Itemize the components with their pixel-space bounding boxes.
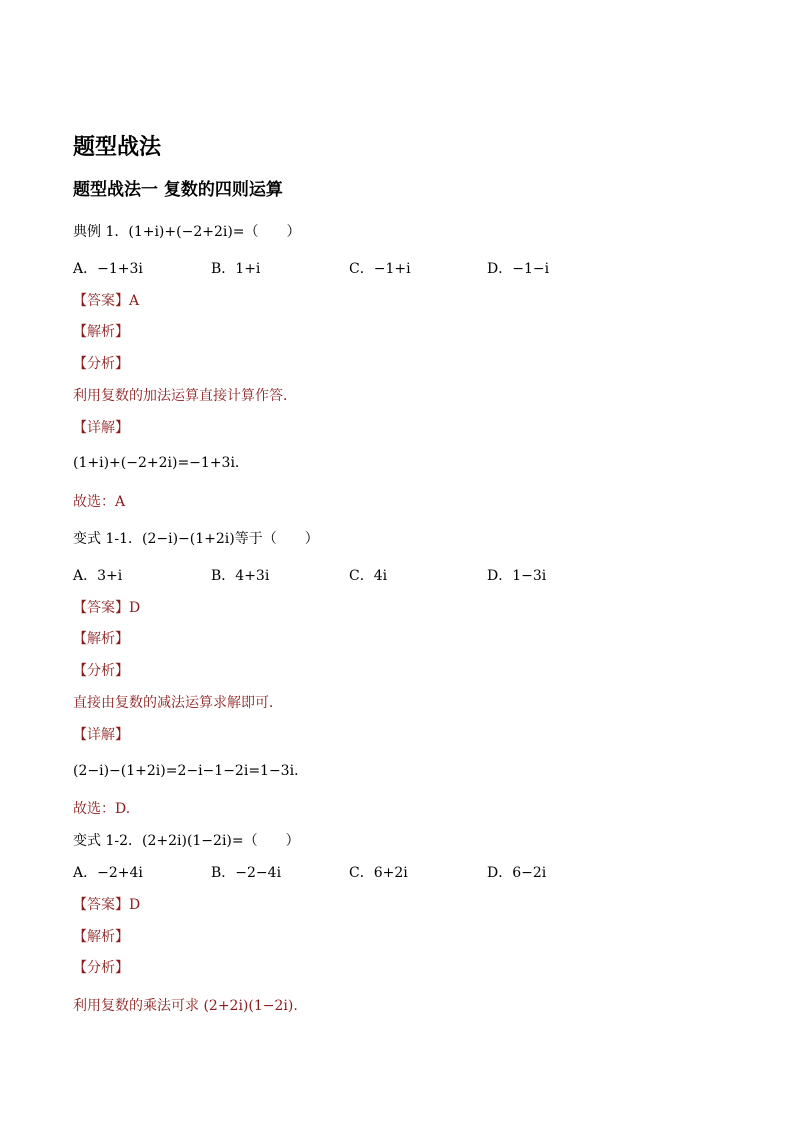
problem-1-detail-tag: 【详解】 — [73, 420, 129, 436]
problem-2-answer — [73, 598, 140, 618]
problem-2-option-c: C．4i — [349, 568, 388, 584]
problem-2-fenxi-tag: 【分析】 — [73, 663, 129, 679]
answer-tag: 【答案】 — [73, 600, 129, 616]
problem-3-fenxi-text: 利用复数的乘法可求 (2+2i)(1−2i). — [73, 998, 298, 1014]
problem-1-option-d: D．−1−i — [487, 261, 550, 277]
problem-3-option-a: A．−2+4i — [73, 865, 143, 881]
problem-1-option-b: B．1+i — [211, 261, 261, 277]
problem-3-option-d: D．6−2i — [487, 865, 547, 881]
problem-1-option-a: A．−1+3i — [73, 261, 143, 277]
answer-value: A — [129, 293, 140, 309]
problem-2-option-a: A．3+i — [73, 568, 123, 584]
problem-1-option-c: C．−1+i — [349, 261, 411, 277]
page-title: 题型战法 — [73, 135, 162, 160]
problem-1-analysis-tag: 【解析】 — [73, 324, 129, 340]
problem-3-fenxi-tag: 【分析】 — [73, 960, 129, 976]
problem-3-analysis-tag: 【解析】 — [73, 929, 129, 945]
problem-2-detail-text: (2−i)−(1+2i)=2−i−1−2i=1−3i． — [73, 763, 309, 779]
problem-1-fenxi-text: 利用复数的加法运算直接计算作答． — [73, 388, 297, 404]
problem-1-answer — [73, 291, 139, 311]
problem-1-stem: 典例 1．(1+i)+(−2+2i)=（ ） — [73, 224, 301, 240]
problem-1-detail-text: (1+i)+(−2+2i)=−1+3i． — [73, 455, 249, 471]
section-heading: 题型战法一 复数的四则运算 — [73, 180, 283, 200]
problem-3-option-b: B．−2−4i — [211, 865, 282, 881]
problem-2-detail-tag: 【详解】 — [73, 727, 129, 743]
problem-2-choose: 故选：D. — [73, 801, 131, 817]
answer-tag: 【答案】 — [73, 897, 129, 913]
problem-1-choose: 故选：A — [73, 494, 126, 510]
problem-2-stem: 变式 1-1．(2−i)−(1+2i)等于（ ） — [73, 531, 319, 547]
problem-3-answer — [73, 895, 140, 915]
problem-2-fenxi-text: 直接由复数的减法运算求解即可． — [73, 695, 283, 711]
problem-2-option-d: D．1−3i — [487, 568, 547, 584]
problem-2-analysis-tag: 【解析】 — [73, 631, 129, 647]
problem-3-option-c: C．6+2i — [349, 865, 408, 881]
problem-2-option-b: B．4+3i — [211, 568, 270, 584]
answer-tag: 【答案】 — [73, 293, 129, 309]
answer-value: D — [129, 600, 141, 616]
answer-value: D — [129, 897, 141, 913]
problem-3-stem: 变式 1-2．(2+2i)(1−2i)=（ ） — [73, 833, 300, 849]
problem-1-fenxi-tag: 【分析】 — [73, 356, 129, 372]
